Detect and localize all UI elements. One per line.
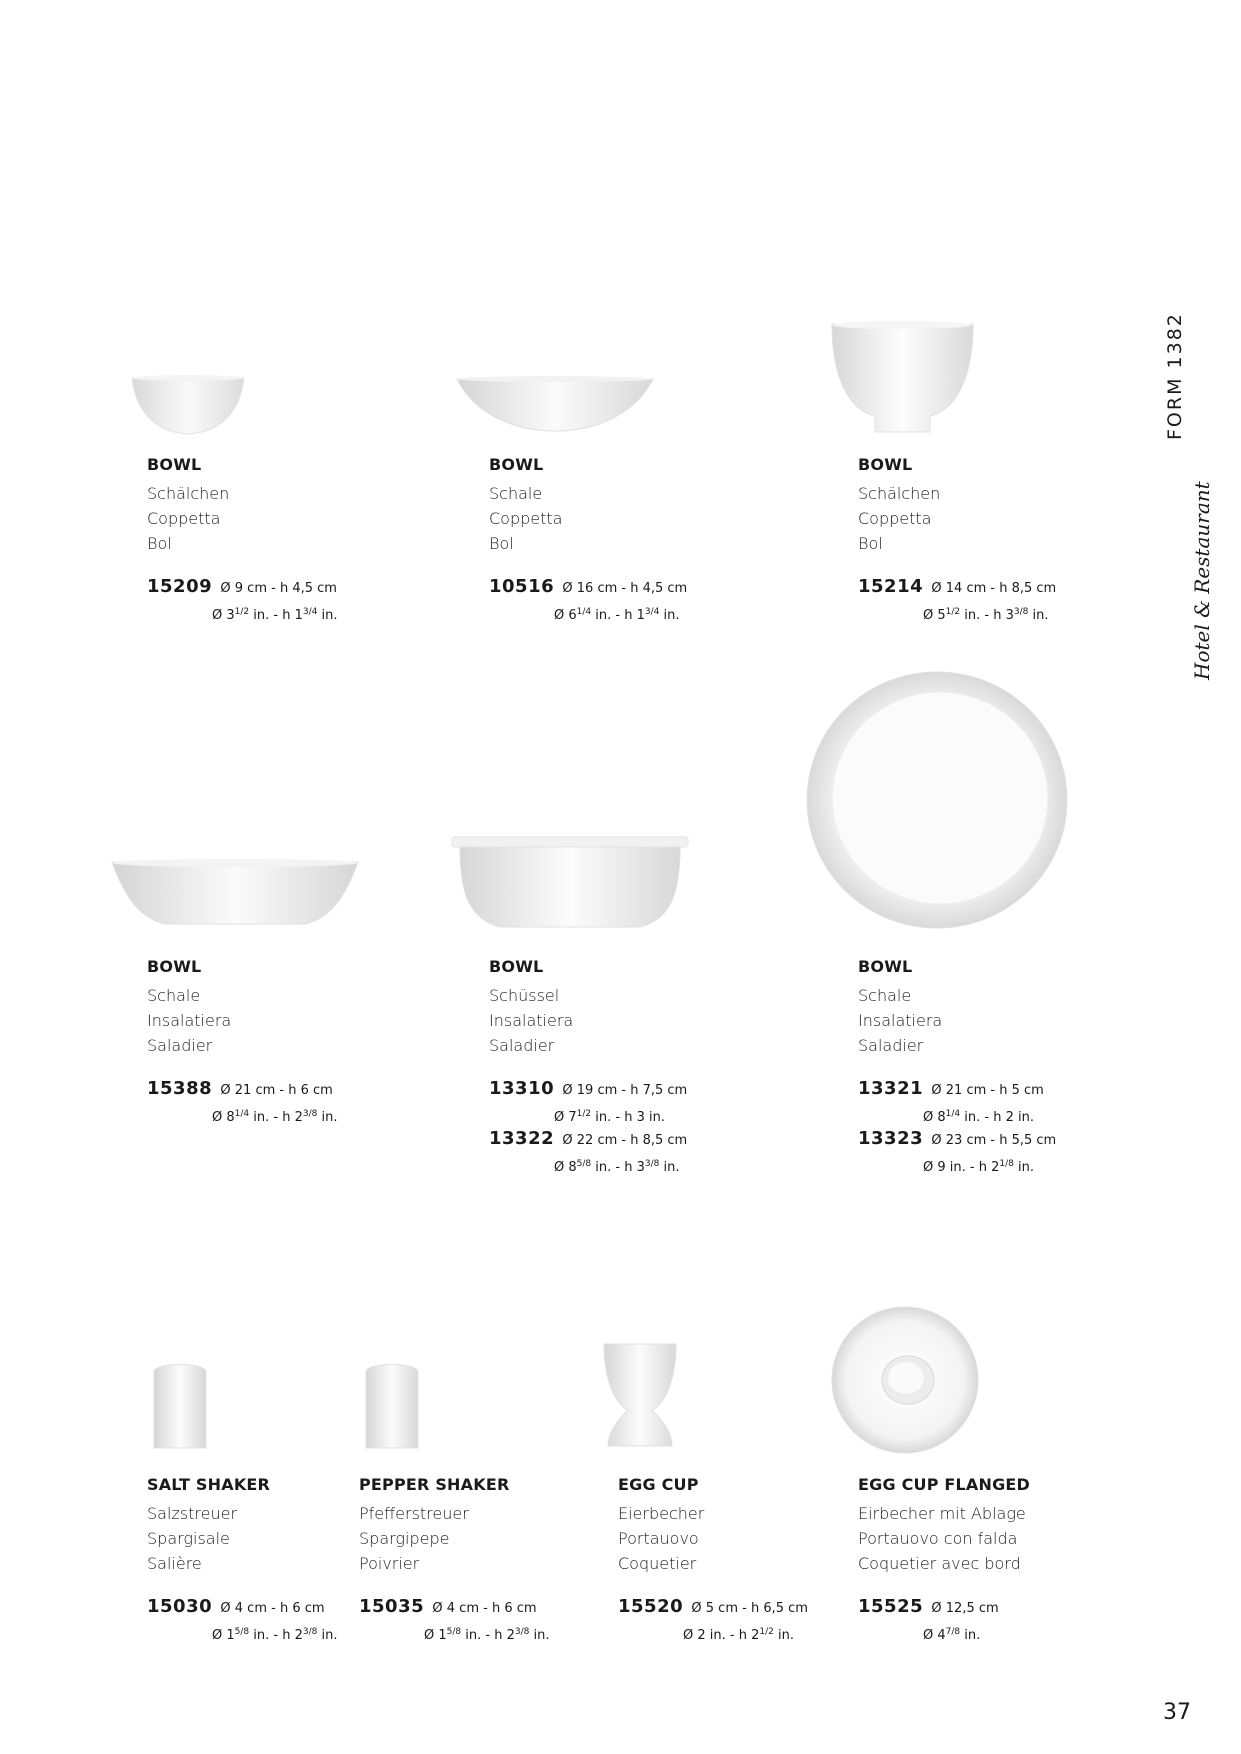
item-name-de: Pfefferstreuer — [359, 1504, 469, 1523]
item-13321 — [858, 958, 942, 1058]
item-name-fr: Bol — [858, 534, 883, 553]
article-code: 13323 — [858, 1128, 924, 1149]
item-15520-inches: Ø 2 in. - h $2^{1/2}$ in. — [683, 1627, 794, 1643]
article-code: 15209 — [147, 576, 213, 597]
item-title: BOWL — [858, 455, 913, 474]
item-15209-inches: Ø $3^{1/2}$ in. - h $1^{3/4}$ in. — [212, 607, 338, 623]
item-15030-inches: Ø $1^{5/8}$ in. - h $2^{3/8}$ in. — [212, 1627, 338, 1643]
item-name-fr: Saladier — [489, 1036, 555, 1055]
item-name-it: Insalatiera — [858, 1011, 943, 1030]
item-name-de: Schale — [858, 986, 912, 1005]
item-15388-inches: Ø $8^{1/4}$ in. - h $2^{3/8}$ in. — [212, 1109, 338, 1125]
salt-shaker-image — [150, 1360, 210, 1450]
item-name-fr: Salière — [147, 1554, 202, 1573]
page-number: 37 — [1163, 1700, 1191, 1725]
item-name-it: Portauovo — [618, 1529, 699, 1548]
item-name-it: Spargipepe — [359, 1529, 450, 1548]
item-13322-inches: Ø $8^{5/8}$ in. - h $3^{3/8}$ in. — [554, 1159, 680, 1175]
item-name-de: Schale — [489, 484, 543, 503]
item-13310 — [489, 958, 573, 1058]
item-13323-spec: 13323 Ø 23 cm - h 5,5 cm — [858, 1128, 1057, 1149]
item-name-de: Schälchen — [147, 484, 230, 503]
egg-cup-image — [600, 1340, 680, 1450]
item-name-it: Coppetta — [147, 509, 221, 528]
item-15035 — [359, 1476, 509, 1576]
item-title: PEPPER SHAKER — [359, 1475, 510, 1494]
item-15030-spec: 15030 Ø 4 cm - h 6 cm — [147, 1596, 325, 1617]
item-13321-spec: 13321 Ø 21 cm - h 5 cm — [858, 1078, 1044, 1099]
dimension-cm: 22 cm - h 8,5 cm — [576, 1133, 688, 1148]
item-name-de: Eierbecher — [618, 1504, 705, 1523]
item-15214 — [858, 456, 940, 556]
item-name-fr: Poivrier — [359, 1554, 420, 1573]
dimension-cm: 9 cm - h 4,5 cm — [234, 581, 337, 596]
dimension-cm: 12,5 cm — [945, 1601, 999, 1616]
item-15214-spec: 15214 Ø 14 cm - h 8,5 cm — [858, 576, 1057, 597]
item-10516-inches: Ø $6^{1/4}$ in. - h $1^{3/4}$ in. — [554, 607, 680, 623]
item-name-fr: Bol — [489, 534, 514, 553]
item-name-it: Spargisale — [147, 1529, 230, 1548]
egg-cup-flanged-image — [830, 1305, 980, 1455]
article-code: 13322 — [489, 1128, 555, 1149]
bowl-15388-image — [110, 858, 360, 933]
article-code: 15388 — [147, 1078, 213, 1099]
item-15030 — [147, 1476, 270, 1576]
item-15209 — [147, 456, 229, 556]
bowl-15209-image — [128, 370, 248, 440]
item-15525 — [858, 1476, 1030, 1576]
item-name-it: Coppetta — [858, 509, 932, 528]
pepper-shaker-image — [362, 1360, 422, 1450]
item-name-it: Portauovo con falda — [858, 1529, 1018, 1548]
item-15035-inches: Ø $1^{5/8}$ in. - h $2^{3/8}$ in. — [424, 1627, 550, 1643]
dimension-cm: 16 cm - h 4,5 cm — [576, 581, 688, 596]
item-name-fr: Coquetier avec bord — [858, 1554, 1021, 1573]
item-name-fr: Bol — [147, 534, 172, 553]
item-name-de: Eirbecher mit Ablage — [858, 1504, 1026, 1523]
bowl-13310-image — [450, 835, 690, 935]
article-code: 15214 — [858, 576, 924, 597]
dimension-cm: 5 cm - h 6,5 cm — [705, 1601, 808, 1616]
series-label: FORM 1382 — [1164, 312, 1186, 440]
dimension-cm: 19 cm - h 7,5 cm — [576, 1083, 688, 1098]
article-code: 15035 — [359, 1596, 425, 1617]
item-name-de: Schälchen — [858, 484, 941, 503]
article-code: 13321 — [858, 1078, 924, 1099]
item-10516-spec: 10516 Ø 16 cm - h 4,5 cm — [489, 576, 688, 597]
dimension-cm: 14 cm - h 8,5 cm — [945, 581, 1057, 596]
dimension-cm: 21 cm - h 6 cm — [234, 1083, 333, 1098]
item-13310-spec: 13310 Ø 19 cm - h 7,5 cm — [489, 1078, 688, 1099]
item-13321-inches: Ø $8^{1/4}$ in. - h 2 in. — [923, 1109, 1034, 1125]
item-name-de: Schale — [147, 986, 201, 1005]
item-10516 — [489, 456, 562, 556]
bowl-15214-image — [830, 320, 975, 435]
item-name-de: Salzstreuer — [147, 1504, 238, 1523]
item-title: BOWL — [858, 957, 913, 976]
item-name-fr: Coquetier — [618, 1554, 697, 1573]
item-name-it: Insalatiera — [489, 1011, 574, 1030]
item-15520-spec: 15520 Ø 5 cm - h 6,5 cm — [618, 1596, 808, 1617]
item-15388-spec: 15388 Ø 21 cm - h 6 cm — [147, 1078, 333, 1099]
item-title: EGG CUP FLANGED — [858, 1475, 1031, 1494]
item-title: BOWL — [489, 957, 544, 976]
article-code: 15030 — [147, 1596, 213, 1617]
item-name-fr: Saladier — [858, 1036, 924, 1055]
item-15525-inches: Ø $4^{7/8}$ in. — [923, 1627, 981, 1643]
item-15388 — [147, 958, 231, 1058]
item-15035-spec: 15035 Ø 4 cm - h 6 cm — [359, 1596, 537, 1617]
item-title: EGG CUP — [618, 1475, 699, 1494]
article-code: 15520 — [618, 1596, 684, 1617]
dimension-cm: 23 cm - h 5,5 cm — [945, 1133, 1057, 1148]
article-code: 10516 — [489, 576, 555, 597]
item-15525-spec: 15525 Ø 12,5 cm — [858, 1596, 999, 1617]
item-15209-spec: 15209 Ø 9 cm - h 4,5 cm — [147, 576, 337, 597]
item-name-fr: Saladier — [147, 1036, 213, 1055]
item-title: BOWL — [147, 455, 202, 474]
collection-label: Hotel & Restaurant — [1190, 481, 1214, 680]
article-code: 13310 — [489, 1078, 555, 1099]
item-name-it: Coppetta — [489, 509, 563, 528]
item-15214-inches: Ø $5^{1/2}$ in. - h $3^{3/8}$ in. — [923, 607, 1049, 623]
item-13310-inches: Ø $7^{1/2}$ in. - h 3 in. — [554, 1109, 665, 1125]
dimension-cm: 4 cm - h 6 cm — [446, 1601, 537, 1616]
bowl-13321-image — [805, 670, 1070, 930]
dimension-cm: 21 cm - h 5 cm — [945, 1083, 1044, 1098]
item-name-it: Insalatiera — [147, 1011, 232, 1030]
item-13323-inches: Ø 9 in. - h $2^{1/8}$ in. — [923, 1159, 1034, 1175]
bowl-10516-image — [455, 375, 655, 435]
item-13322-spec: 13322 Ø 22 cm - h 8,5 cm — [489, 1128, 688, 1149]
item-title: BOWL — [147, 957, 202, 976]
item-title: SALT SHAKER — [147, 1475, 271, 1494]
item-title: BOWL — [489, 455, 544, 474]
item-15520 — [618, 1476, 704, 1576]
article-code: 15525 — [858, 1596, 924, 1617]
dimension-cm: 4 cm - h 6 cm — [234, 1601, 325, 1616]
item-name-de: Schüssel — [489, 986, 560, 1005]
